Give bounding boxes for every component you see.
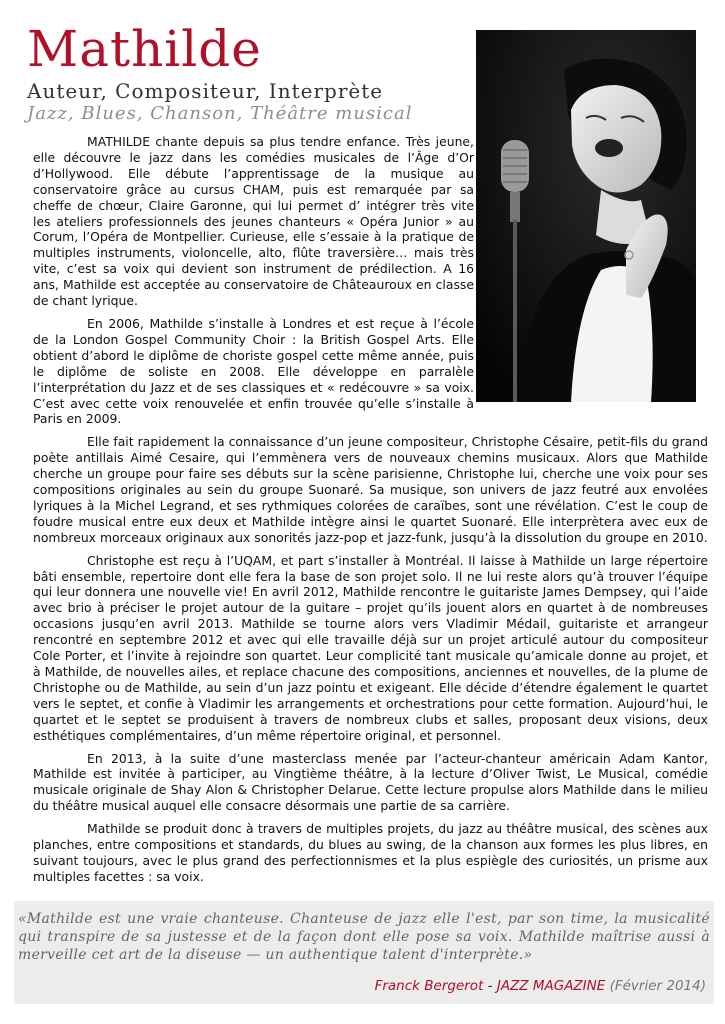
press-quote [14,901,714,1004]
bio-paragraph: Christophe est reçu à l’UQAM, et part s’installer à Montréal. Il laisse à Mathilde un large répertoire bâti ensemble, repertoire dont elle fera la base de son projet solo. Il ne lui reste alors qu’à trouver l’équipe qui leur donnera une nouvelle vie! En avril 2012, Mathilde rencontre le guitariste James Dempsey, qui l’aide avec brio à préciser le projet autour de la guitare – projet qu’ils jouent alors en quartet à de nombreuses occasions jusqu’en avril 2013. Mathilde se tourne alors vers Vladimir Médail, guitariste et arrangeur rencontré en septembre 2012 et avec qui elle travaille déjà sur un projet articulé autour du compositeur Cole Porter, et l’invite à rejoindre son quartet. Leur complicité tant musicale qu’amicale donne au projet, et à Mathilde, de nouvelles ailes, et replace chacune des compositions, anciennes et nouvelles, de la plume de Christophe ou de Mathilde, au sein d’un jazz pointu et exigeant. Elle décide d’étendre également le quartet vers le septet, et confie à Vladimir les arrangements et orchestrations pour cette formation. Aujourd’hui, le quartet et le septet se produisent à travers de nombreux clubs et salles, proposant deux visions, deux esthétiques complémentaires, d’un même répertoire original, et personnel. [33,552,708,743]
quote-author: Franck Bergerot [374,978,484,994]
bio-paragraph: En 2006, Mathilde s’installe à Londres et est reçue à l’école de la London Gospel Community Choir : la British Gospel Arts. Elle obtient d’abord le diplôme de choriste gospel cette même année, puis le diplôme de soliste en 2008. Elle développe en parralèle l’interprétation du Jazz et de ses classiques et « redécouvre » sa voix. C’est avec cette voix renouvelée et enfin trouvée qu’elle s’installe à Paris en 2009. [33,315,474,427]
biography [33,134,708,892]
quote-attribution [375,978,706,994]
subtitle: Auteur, Compositeur, Interprète [27,79,384,103]
bio-paragraph: Elle fait rapidement la connaissance d’un jeune compositeur, Christophe Césaire, petit-fils du grand poète antillais Aimé Cesaire, qui l’emmènera vers de nouveaux chemins musicaux. Alors que Mathilde cherche un groupe pour faire ses débuts sur la scène parisienne, Christophe lui, cherche une voix pour ses compositions originales au sein du groupe Suonaré. Sa musique, son univers de jazz feutré aux envolées lyriques à la Michel Legrand, et ses rythmiques colorées de caraïbes, sont une révélation. C’est le coup de foudre musical entre eux deux et Mathilde intègre ainsi le quartet Suonaré. Elle interprètera avec eux de nombreux morceaux originaux aux sonorités jazz-pop et jazz-funk, jusqu’à la dissolution du groupe en 2010. [33,434,708,545]
quote-separator: - [483,978,497,994]
bio-paragraph: Mathilde se produit donc à travers de multiples projets, du jazz au théâtre musical, des scènes aux planches, entre compositions et standards, du blues au swing, de la chanson aux formes les plus libres, en suivant toujours, avec le plus grand des perfectionnismes et la plus espiègle des curiosités, un prisme aux multiples facettes : sa voix. [33,821,708,884]
bio-paragraph: En 2013, à la suite d’une masterclass menée par l’acteur-chanteur américain Adam Kantor, Mathilde est invitée à participer, au Vingtième théâtre, à la lecture d’Oliver Twist, Le Musical, comédie musicale originale de Shay Alon & Christopher Delarue. Cette lecture propulse alors Mathilde dans le milieu du théâtre musical auquel elle consacre désormais une partie de sa carrière. [33,750,708,814]
bio-paragraph: MATHILDE chante depuis sa plus tendre enfance. Très jeune, elle découvre le jazz dans les comédies musicales de l’Âge d’Or d’Hollywood. Elle débute l’apprentissage de la musique au conservatoire grâce au cursus CHAM, puis est remarquée par sa cheffe de chœur, Claire Garonne, qui lui permet d’ intégrer très vite les ateliers professionnels des jeunes chanteurs « Opéra Junior » au Corum, l’Opéra de Montpellier. Curieuse, elle s’essaie à la pratique de multiples instruments, violoncelle, alto, flûte traversière… mais très vite, c’est sa voix qui devient son instrument de prédilection. A 16 ans, Mathilde est acceptée au conservatoire de Châteauroux en classe de chant lyrique. [33,134,474,309]
quote-date: (Février 2014) [605,978,706,994]
quote-publication: JAZZ MAGAZINE [496,978,606,994]
genres-line: Jazz, Blues, Chanson, Théâtre musical [27,103,413,124]
quote-text: «Mathilde est une vraie chanteuse. Chanteuse de jazz elle l'est, par son time, la musicalité qui transpire de sa justesse et de la façon dont elle pose sa voix. Mathilde maîtrise aussi à merveille cet art de la diseuse — un authentique talent d'interprète.» [18,911,710,963]
page-title: Mathilde [27,20,262,78]
